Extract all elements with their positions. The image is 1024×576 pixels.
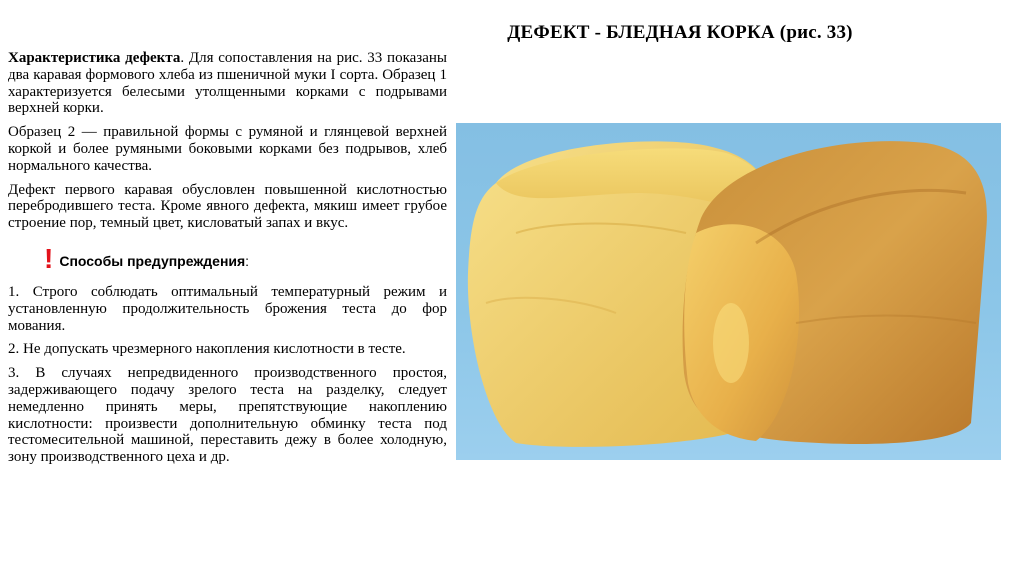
- prevention-colon: :: [245, 253, 250, 270]
- prevention-item-2: 2. Не допускать чрезмерного накопления кислотности в тесте.: [8, 341, 406, 358]
- paragraph-characteristic: [8, 50, 447, 117]
- prevention-item-3: 3. В случаях непредвиденного производственного простоя, задерживающего подачу зрелого теста на разделку, следует немедленно принять меры, препятствующие накоплению кислотности: произвести дополнительную обминку теста под тестомесительной машиной, переставить дежу в более холодную, зону производственного цеха и др.: [8, 365, 447, 466]
- characteristic-lead: Характеристика дефекта: [8, 50, 181, 66]
- characteristic-text: . Для сопоставления на рис. 33 показаны два каравая формового хлеба из пшеничной муки I сорта. Образец 1 характеризуется белесыми утолщенными корками с подрывами верхней корки.: [8, 50, 447, 117]
- prevention-item-1: 1. Строго соблюдать оптимальный температурный режим и установленную продолжительность брожения теста до фор мования.: [8, 283, 447, 334]
- browned-loaf: [683, 141, 987, 444]
- slide-title: ДЕФЕКТ - БЛЕДНАЯ КОРКА (рис. 33): [507, 22, 853, 43]
- description-column: [8, 50, 447, 473]
- prevention-heading: [44, 242, 447, 274]
- warning-exclamation-icon: !: [44, 242, 54, 274]
- prevention-label: Способы предупреждения: [59, 253, 246, 270]
- bread-illustration: [456, 123, 1001, 460]
- bread-loaves-photo: [456, 123, 1001, 460]
- paragraph-cause: Дефект первого каравая обусловлен повышенной кислотностью перебродившего теста. Кроме явного дефекта, мякиш имеет грубое строение пор, темный цвет, кисловатый запах и вкус.: [8, 181, 447, 232]
- paragraph-sample-2: Образец 2 — правильной формы с румяной и глянцевой верхней коркой и более румяными боковыми корками без подрывов, хлеб нормального качества.: [8, 124, 447, 174]
